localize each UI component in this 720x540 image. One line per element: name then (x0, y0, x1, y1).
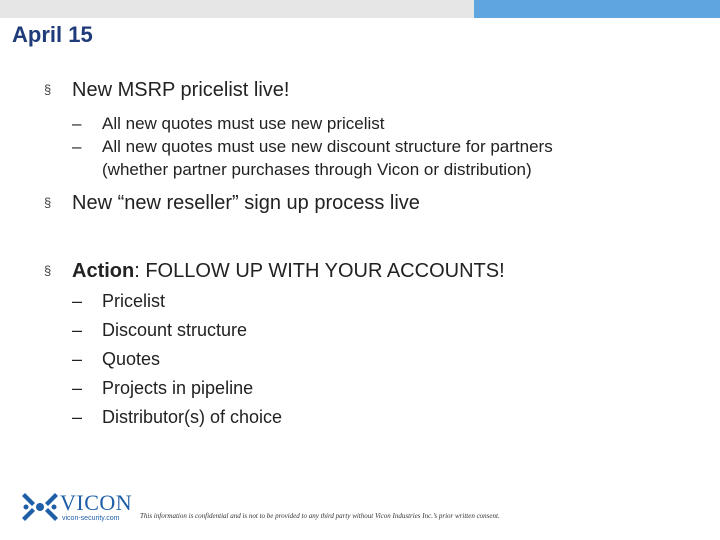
top-bar-gray (0, 0, 474, 18)
action-item-pricelist (44, 287, 684, 316)
action-item-text: Projects in pipeline (102, 378, 254, 398)
bullet-action (44, 257, 684, 285)
action-item-projects (44, 374, 684, 403)
sub-bullet-text: All new quotes must use new pricelist (102, 114, 385, 133)
bullet-marker: § (44, 263, 52, 278)
bullet-text: New “new reseller” sign up process live (72, 192, 420, 214)
logo-url: vicon-security.com (62, 515, 120, 522)
dash-marker: – (72, 114, 82, 133)
bullet-text: New MSRP pricelist live! (72, 79, 290, 101)
action-item-text: Distributor(s) of choice (102, 407, 283, 427)
bullet-msrp (44, 76, 684, 104)
sub-bullet-discount (44, 135, 684, 181)
dash-marker: – (72, 378, 83, 398)
dash-marker: – (72, 291, 83, 311)
top-bar-accent (474, 0, 720, 18)
bullet-marker: § (44, 195, 52, 210)
bullet-marker: § (44, 82, 52, 97)
action-item-distributor (44, 403, 684, 432)
action-label: Action (72, 260, 135, 282)
action-item-text: Discount structure (102, 320, 248, 340)
dash-marker: – (72, 349, 83, 369)
action-item-quotes (44, 345, 684, 374)
action-text: : FOLLOW UP WITH YOUR ACCOUNTS! (134, 260, 505, 282)
sub-bullet-pricelist (44, 112, 684, 135)
sub-bullet-text-cont: (whether partner purchases through Vicon or distribution) (102, 160, 532, 179)
vicon-logo (22, 490, 142, 526)
action-item-discount (44, 316, 684, 345)
confidentiality-notice: This information is confidential and is not to be provided to any third party without Vicon Industries Inc.’s prior written consent. (140, 512, 500, 520)
logo-wordmark: VICON (60, 490, 133, 515)
action-item-text: Pricelist (102, 291, 166, 311)
dash-marker: – (72, 320, 83, 340)
action-item-text: Quotes (102, 349, 161, 369)
dash-marker: – (72, 407, 83, 427)
dash-marker: – (72, 137, 82, 156)
slide-title: April 15 (12, 22, 93, 47)
sub-bullet-text: All new quotes must use new discount structure for partners (102, 137, 553, 156)
bullet-reseller (44, 189, 684, 217)
vicon-logo-mark-icon (22, 490, 58, 524)
slide-content (44, 76, 684, 432)
